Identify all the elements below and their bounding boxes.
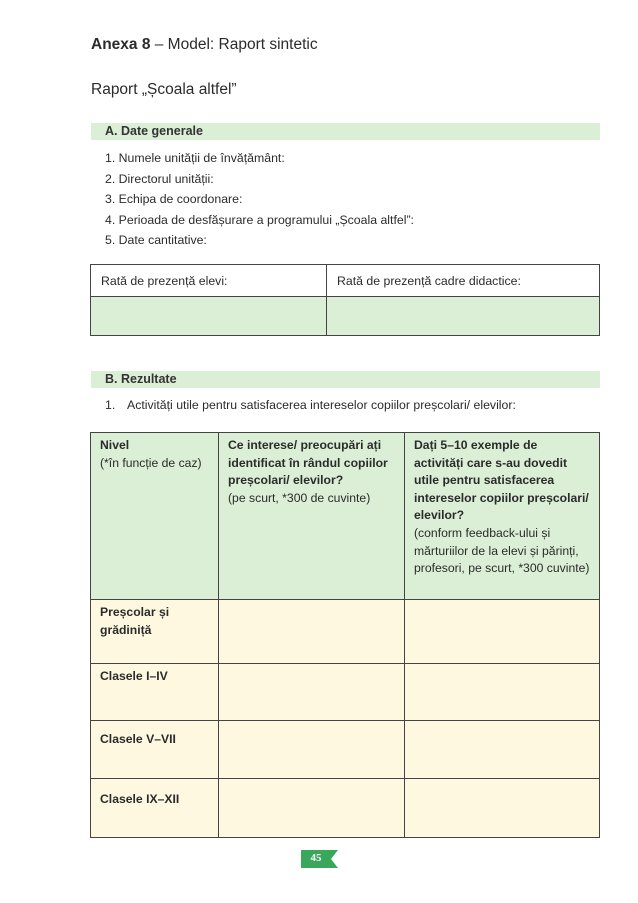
row-label: Preșcolar și grădiniță <box>91 600 219 664</box>
anexa-label: Anexa 8 <box>91 36 151 53</box>
list-item: 2. Directorul unității: <box>105 171 214 186</box>
results-item <box>105 398 516 412</box>
attendance-table <box>90 264 600 336</box>
list-item: 4. Perioada de desfășurare a programului „Școala altfel”: <box>105 212 414 227</box>
column-header-bold: Dați 5–10 exemple de activități care s-au dovedit utile pentru satisfacerea intereselor copiilor preșcolari/ elevilor? <box>414 438 589 523</box>
table-cell[interactable] <box>405 664 600 721</box>
column-header-bold: Nivel <box>100 438 130 452</box>
table-cell[interactable] <box>405 779 600 838</box>
general-data-list <box>105 148 414 251</box>
table-cell[interactable] <box>405 600 600 664</box>
table-cell[interactable] <box>219 721 405 779</box>
list-item: 5. Date cantitative: <box>105 233 207 247</box>
list-item: 1. Numele unității de învățământ: <box>105 151 285 165</box>
table-cell[interactable] <box>405 721 600 779</box>
column-header-bold: Ce interese/ preocupări ați identificat în rândul copiilor preșcolari/ elevilor? <box>228 438 388 488</box>
report-subtitle: Raport „Școala altfel” <box>91 81 237 98</box>
table-cell[interactable] <box>219 779 405 838</box>
student-attendance-field[interactable] <box>91 297 327 336</box>
table-cell[interactable] <box>219 664 405 721</box>
teacher-attendance-field[interactable] <box>327 297 600 336</box>
column-header-examples <box>405 433 600 600</box>
list-item: 3. Echipa de coordonare: <box>105 192 243 206</box>
column-header-note: (conform feedback-ului și mărturiilor de la elevi și părinți, profesori, pe scurt, *300 cuvinte) <box>414 525 590 576</box>
row-label: Clasele V–VII <box>91 721 219 779</box>
anexa-title: – Model: Raport sintetic <box>150 36 318 53</box>
section-a-header <box>91 123 600 140</box>
student-attendance-label: Rată de prezență elevi: <box>91 265 327 297</box>
column-header-level <box>91 433 219 600</box>
page-number-badge <box>301 850 338 868</box>
table-cell[interactable] <box>219 600 405 664</box>
section-b-title: B. Rezultate <box>105 372 177 386</box>
results-item-text: Activități utile pentru satisfacerea intereselor copiilor preșcolari/ elevilor: <box>127 398 516 412</box>
results-item-number: 1. <box>105 398 116 412</box>
teacher-attendance-label: Rată de prezență cadre didactice: <box>327 265 600 297</box>
column-header-note: (pe scurt, *300 de cuvinte) <box>228 490 371 505</box>
section-a-title: A. Date generale <box>105 124 203 138</box>
row-label: Clasele IX–XII <box>91 779 219 838</box>
column-header-note: (*în funcție de caz) <box>100 455 202 470</box>
row-label: Clasele I–IV <box>91 664 219 721</box>
section-b-header <box>91 371 600 388</box>
column-header-interests <box>219 433 405 600</box>
page-number: 45 <box>310 852 322 864</box>
page-title <box>91 36 318 54</box>
results-table <box>90 432 600 838</box>
